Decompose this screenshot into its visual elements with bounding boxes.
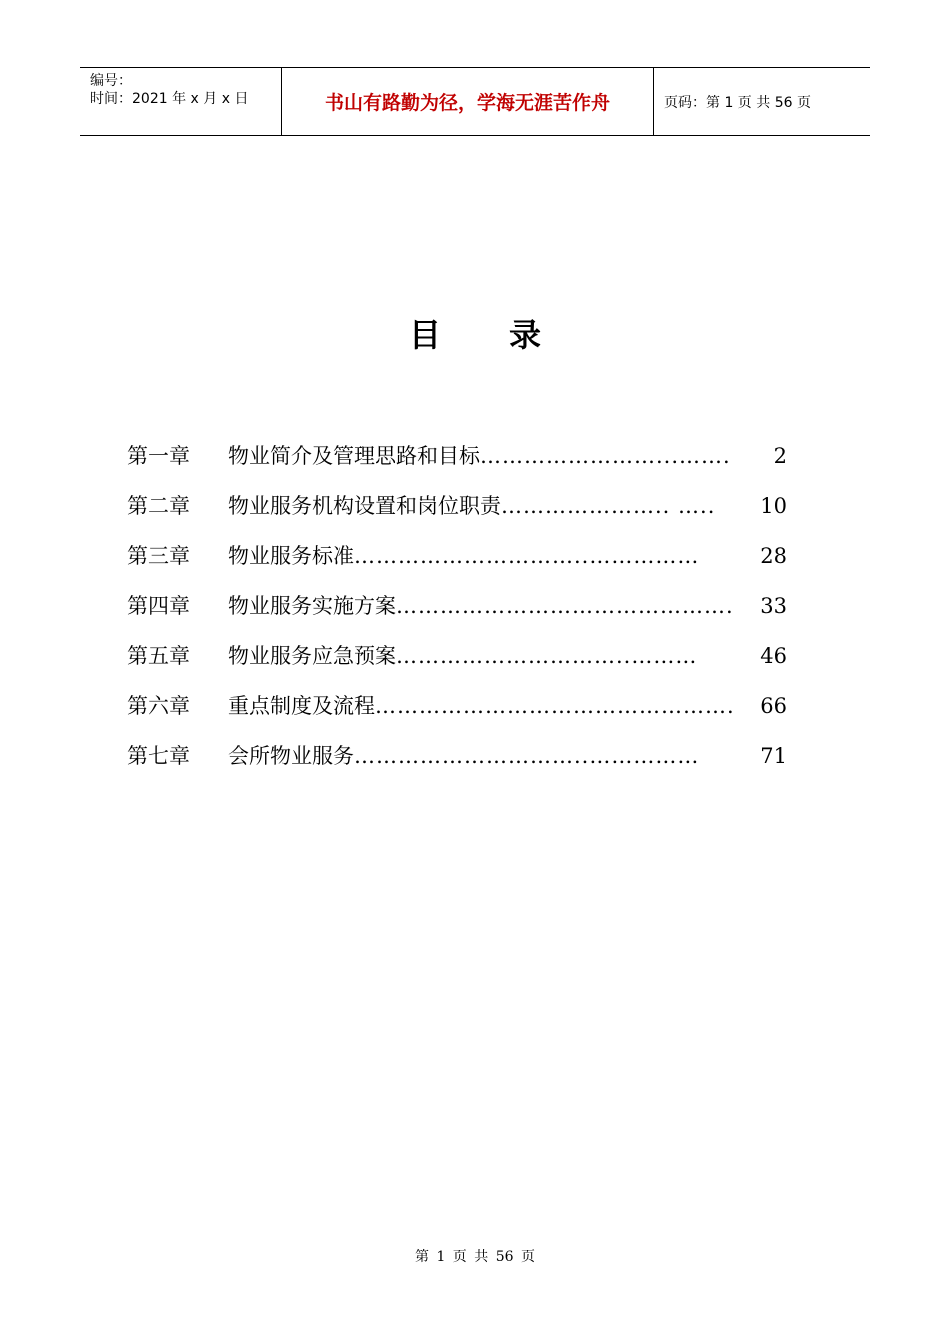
toc-entry[interactable] (127, 740, 787, 790)
toc-leader: …………………………..……… (396, 644, 698, 668)
toc-leader: ………………………………………. (396, 594, 734, 618)
toc-entry[interactable] (127, 490, 787, 540)
toc-page-number: 33 (760, 594, 787, 618)
toc-chapter: 第六章 (127, 694, 190, 718)
toc-leader: …………………………………………. (375, 694, 735, 718)
toc-page-number: 71 (760, 744, 787, 768)
toc-title: 物业服务应急预案 (228, 644, 396, 668)
toc-page-number: 46 (760, 644, 787, 668)
toc-chapter: 第三章 (127, 544, 190, 568)
toc-leader: …………………………..…………… (354, 744, 700, 768)
document-time-label: 时间：2021 年 x 月 x 日 (90, 91, 249, 107)
toc-chapter: 第五章 (127, 644, 190, 668)
toc-title: 重点制度及流程 (228, 694, 375, 718)
toc-page-number: 10 (760, 494, 787, 518)
toc-entry[interactable] (127, 440, 787, 490)
toc-entry[interactable] (127, 540, 787, 590)
header-meta (80, 68, 282, 135)
toc-title: 会所物业服务 (228, 744, 354, 768)
toc-chapter: 第四章 (127, 594, 190, 618)
toc-title: 物业服务机构设置和岗位职责 (228, 494, 501, 518)
header-motto: 书山有路勤为径，学海无涯苦作舟 (282, 68, 654, 135)
toc-chapter: 第七章 (127, 744, 190, 768)
page-header (80, 67, 870, 136)
page-title: 目录 (408, 316, 609, 354)
toc-chapter: 第二章 (127, 494, 190, 518)
toc-page-number: 66 (760, 694, 787, 718)
page-footer: 第 1 页 共 56 页 (415, 1249, 535, 1265)
header-page-info: 页码：第 1 页 共 56 页 (664, 94, 811, 111)
toc-chapter: 第一章 (127, 444, 190, 468)
toc-entry[interactable] (127, 690, 787, 740)
toc-leader: …………………………..…………… (354, 544, 700, 568)
toc-page-number: 28 (760, 544, 787, 568)
table-of-contents (127, 440, 787, 790)
toc-leader: ……………………...……. (480, 444, 731, 468)
document-number-label: 编号： (90, 73, 132, 89)
toc-entry[interactable] (127, 590, 787, 640)
toc-page-number: 2 (773, 444, 787, 468)
toc-entry[interactable] (127, 640, 787, 690)
toc-leader: ………………….. ….. (501, 494, 716, 518)
toc-title: 物业服务标准 (228, 544, 354, 568)
toc-title: 物业服务实施方案 (228, 594, 396, 618)
toc-title: 物业简介及管理思路和目标 (228, 444, 480, 468)
